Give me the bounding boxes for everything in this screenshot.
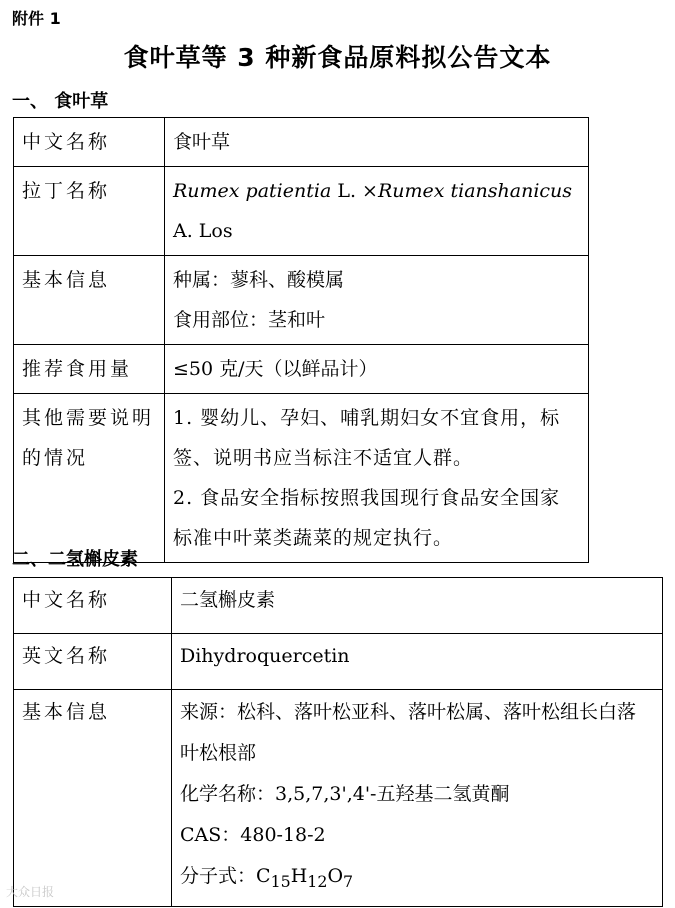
source-line: 来源：松科、落叶松亚科、落叶松属、落叶松组长白落叶松根部 — [180, 701, 637, 764]
row-label: 推荐食用量 — [22, 358, 133, 380]
section-heading-shiyecao: 一、 食叶草 — [12, 91, 109, 112]
species-line: 种属：蓼科、酸模属 — [173, 269, 345, 291]
row-label: 其他需要说明的情况 — [22, 407, 155, 469]
edible-part-line: 食用部位：茎和叶 — [173, 309, 326, 331]
formula-line — [180, 856, 654, 902]
row-label: 中文名称 — [22, 131, 111, 153]
attachment-label: 附件 1 — [12, 9, 61, 28]
chemical-name-line: 化学名称：3,5,7,3',4'-五羟基二氢黄酮 — [180, 783, 510, 805]
latin-author-2: A. Los — [173, 220, 233, 242]
latin-genus-2: Rumex tianshanicus — [377, 180, 573, 202]
latin-genus-1: Rumex patientia — [173, 180, 332, 202]
watermark: 大众日报 — [6, 885, 55, 899]
latin-author-1: L. × — [331, 180, 378, 202]
note-item-2: 2. 食品安全指标按照我国现行食品安全国家标准中叶菜类蔬菜的规定执行。 — [173, 487, 561, 549]
molecular-formula: $C_{15}H_{12}O_7$ — [256, 865, 354, 891]
row-label: 基本信息 — [22, 269, 111, 291]
row-value: 二氢槲皮素 — [180, 589, 276, 611]
formula-label: 分子式： — [180, 865, 257, 887]
table-row-cn-name — [14, 578, 663, 634]
row-label: 拉丁名称 — [22, 180, 111, 202]
dihydroquercetin-table — [13, 577, 663, 907]
table-row-latin-name — [14, 167, 589, 256]
row-label: 英文名称 — [22, 645, 111, 667]
section-heading-dihydroquercetin: 二、二氢槲皮素 — [12, 549, 138, 570]
row-value: Dihydroquercetin — [180, 645, 350, 667]
row-label: 中文名称 — [22, 589, 111, 611]
shiyecao-table — [13, 117, 589, 563]
table-row-other — [14, 394, 589, 563]
table-row-en-name — [14, 634, 663, 690]
cas-line: CAS：480-18-2 — [180, 824, 326, 846]
table-row-basic-info — [14, 256, 589, 345]
table-row-basic-info — [14, 690, 663, 907]
note-item-1: 1. 婴幼儿、孕妇、哺乳期妇女不宜食用，标签、说明书应当标注不适宜人群。 — [173, 407, 561, 469]
row-value: ≤50 克/天（以鲜品计） — [173, 358, 378, 380]
table-row-cn-name — [14, 118, 589, 167]
table-row-intake — [14, 345, 589, 394]
document-title: 食叶草等 3 种新食品原料拟公告文本 — [123, 43, 552, 72]
row-value: 食叶草 — [173, 131, 231, 153]
latin-name-value — [165, 167, 588, 255]
row-label: 基本信息 — [22, 701, 111, 723]
